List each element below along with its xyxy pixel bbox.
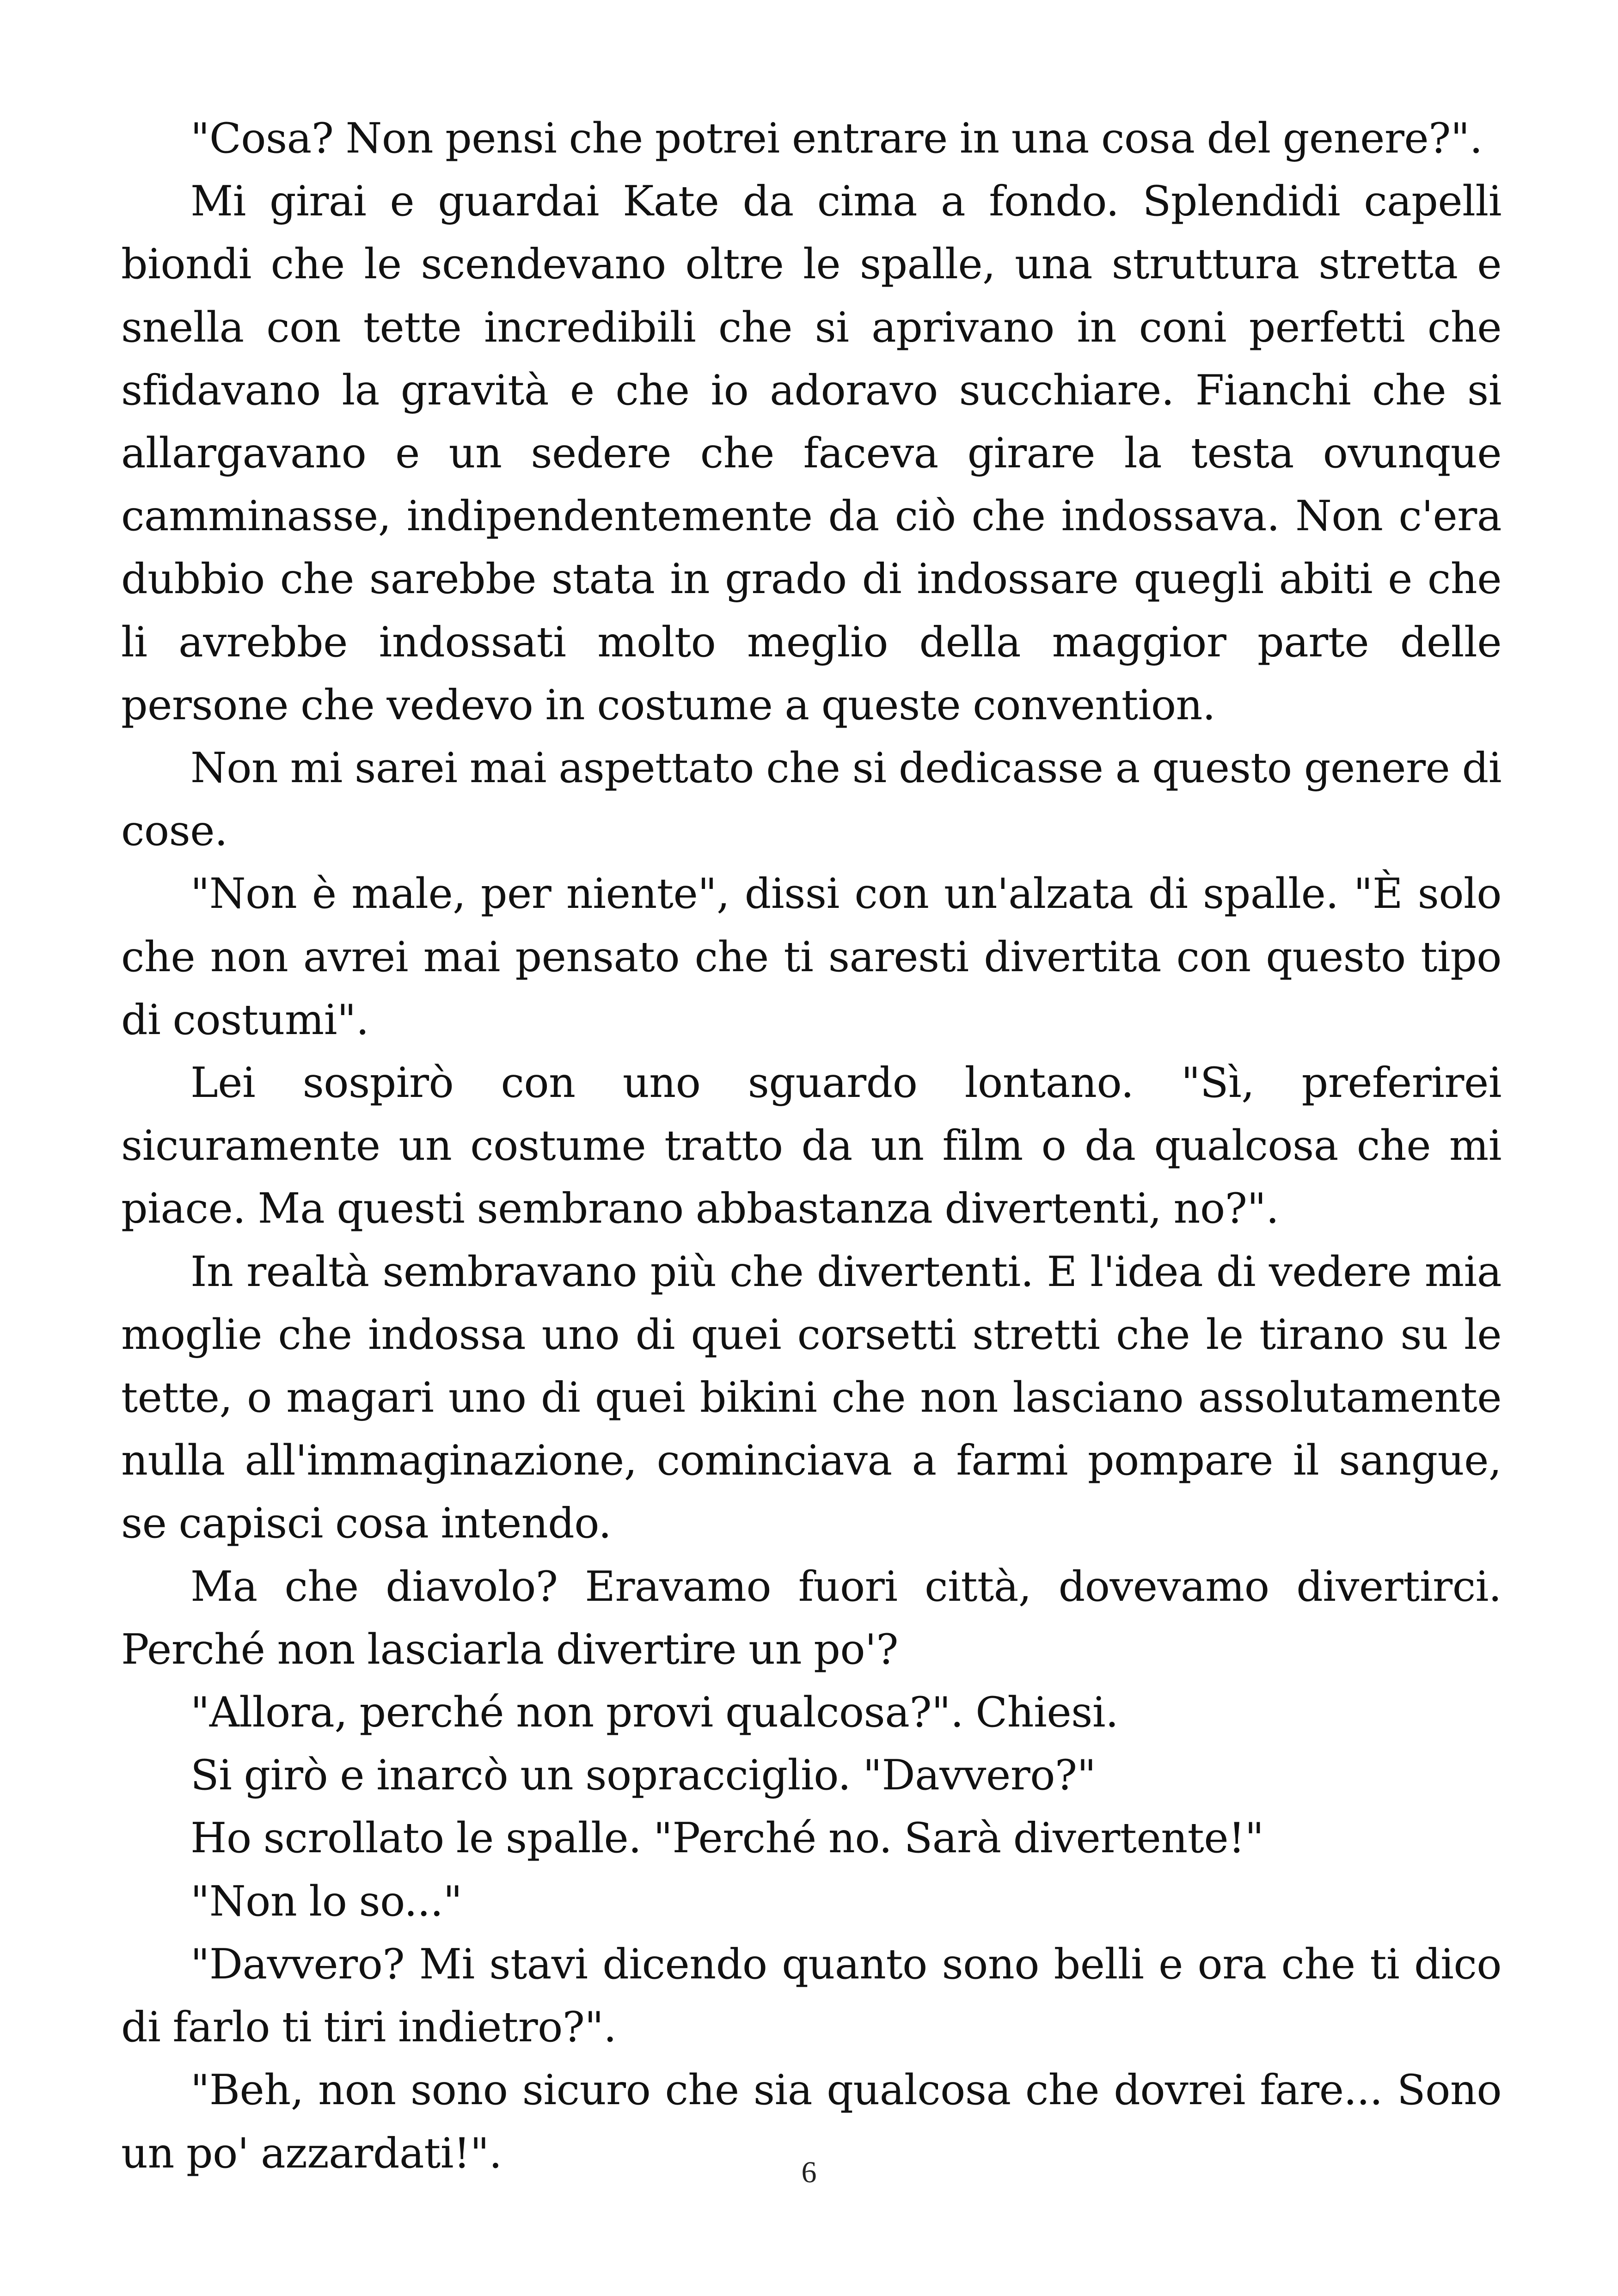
paragraph: "Davvero? Mi stavi dicendo quanto sono belli e ora che ti dico di farlo ti tiri indietro?". xyxy=(121,1940,1502,2052)
page-number: 6 xyxy=(801,2155,817,2189)
paragraph: "Allora, perché non provi qualcosa?". Chiesi. xyxy=(190,1688,1119,1737)
paragraph: Si girò e inarcò un sopracciglio. "Davvero?" xyxy=(190,1751,1096,1800)
paragraph: "Non è male, per niente", dissi con un'alzata di spalle. "È solo che non avrei mai pensato che ti saresti divertita con questo tipo di costumi". xyxy=(121,869,1502,1044)
paragraph: Mi girai e guardai Kate da cima a fondo. Splendidi capelli biondi che le scendevano oltre le spalle, una struttura stretta e snella con tette incredibili che si aprivano in coni perfetti che sfidavano la gravità e che io adoravo succhiare. Fianchi che si allargavano e un sedere che faceva girare la testa ovunque camminasse, indipendentemente da ciò che indossava. Non c'era dubbio che sarebbe stata in grado di indossare quegli abiti e che li avrebbe indossati molto meglio della maggior parte delle persone che vedevo in costume a queste convention. xyxy=(121,177,1502,729)
paragraph: In realtà sembravano più che divertenti. E l'idea di vedere mia moglie che indossa uno di quei corsetti stretti che le tirano su le tette, o magari uno di quei bikini che non lasciano assolutamente nulla all'immaginazione, cominciava a farmi pompare il sangue, se capisci cosa intendo. xyxy=(121,1247,1502,1548)
paragraph: Lei sospirò con uno sguardo lontano. "Sì, preferirei sicuramente un costume tratto da un film o da qualcosa che mi piace. Ma questi sembrano abbastanza divertenti, no?". xyxy=(121,1059,1502,1233)
paragraph: Non mi sarei mai aspettato che si dedicasse a questo genere di cose. xyxy=(121,744,1502,856)
paragraph: Ho scrollato le spalle. "Perché no. Sarà divertente!" xyxy=(190,1814,1264,1863)
body-text xyxy=(121,107,1502,2185)
paragraph: Ma che diavolo? Eravamo fuori città, dovevamo divertirci. Perché non lasciarla divertire un po'? xyxy=(121,1562,1502,1674)
paragraph: "Beh, non sono sicuro che sia qualcosa che dovrei fare... Sono un po' azzardati!". xyxy=(121,2066,1502,2178)
paragraph: "Non lo so..." xyxy=(190,1877,462,1926)
paragraph: "Cosa? Non pensi che potrei entrare in una cosa del genere?". xyxy=(190,114,1483,163)
